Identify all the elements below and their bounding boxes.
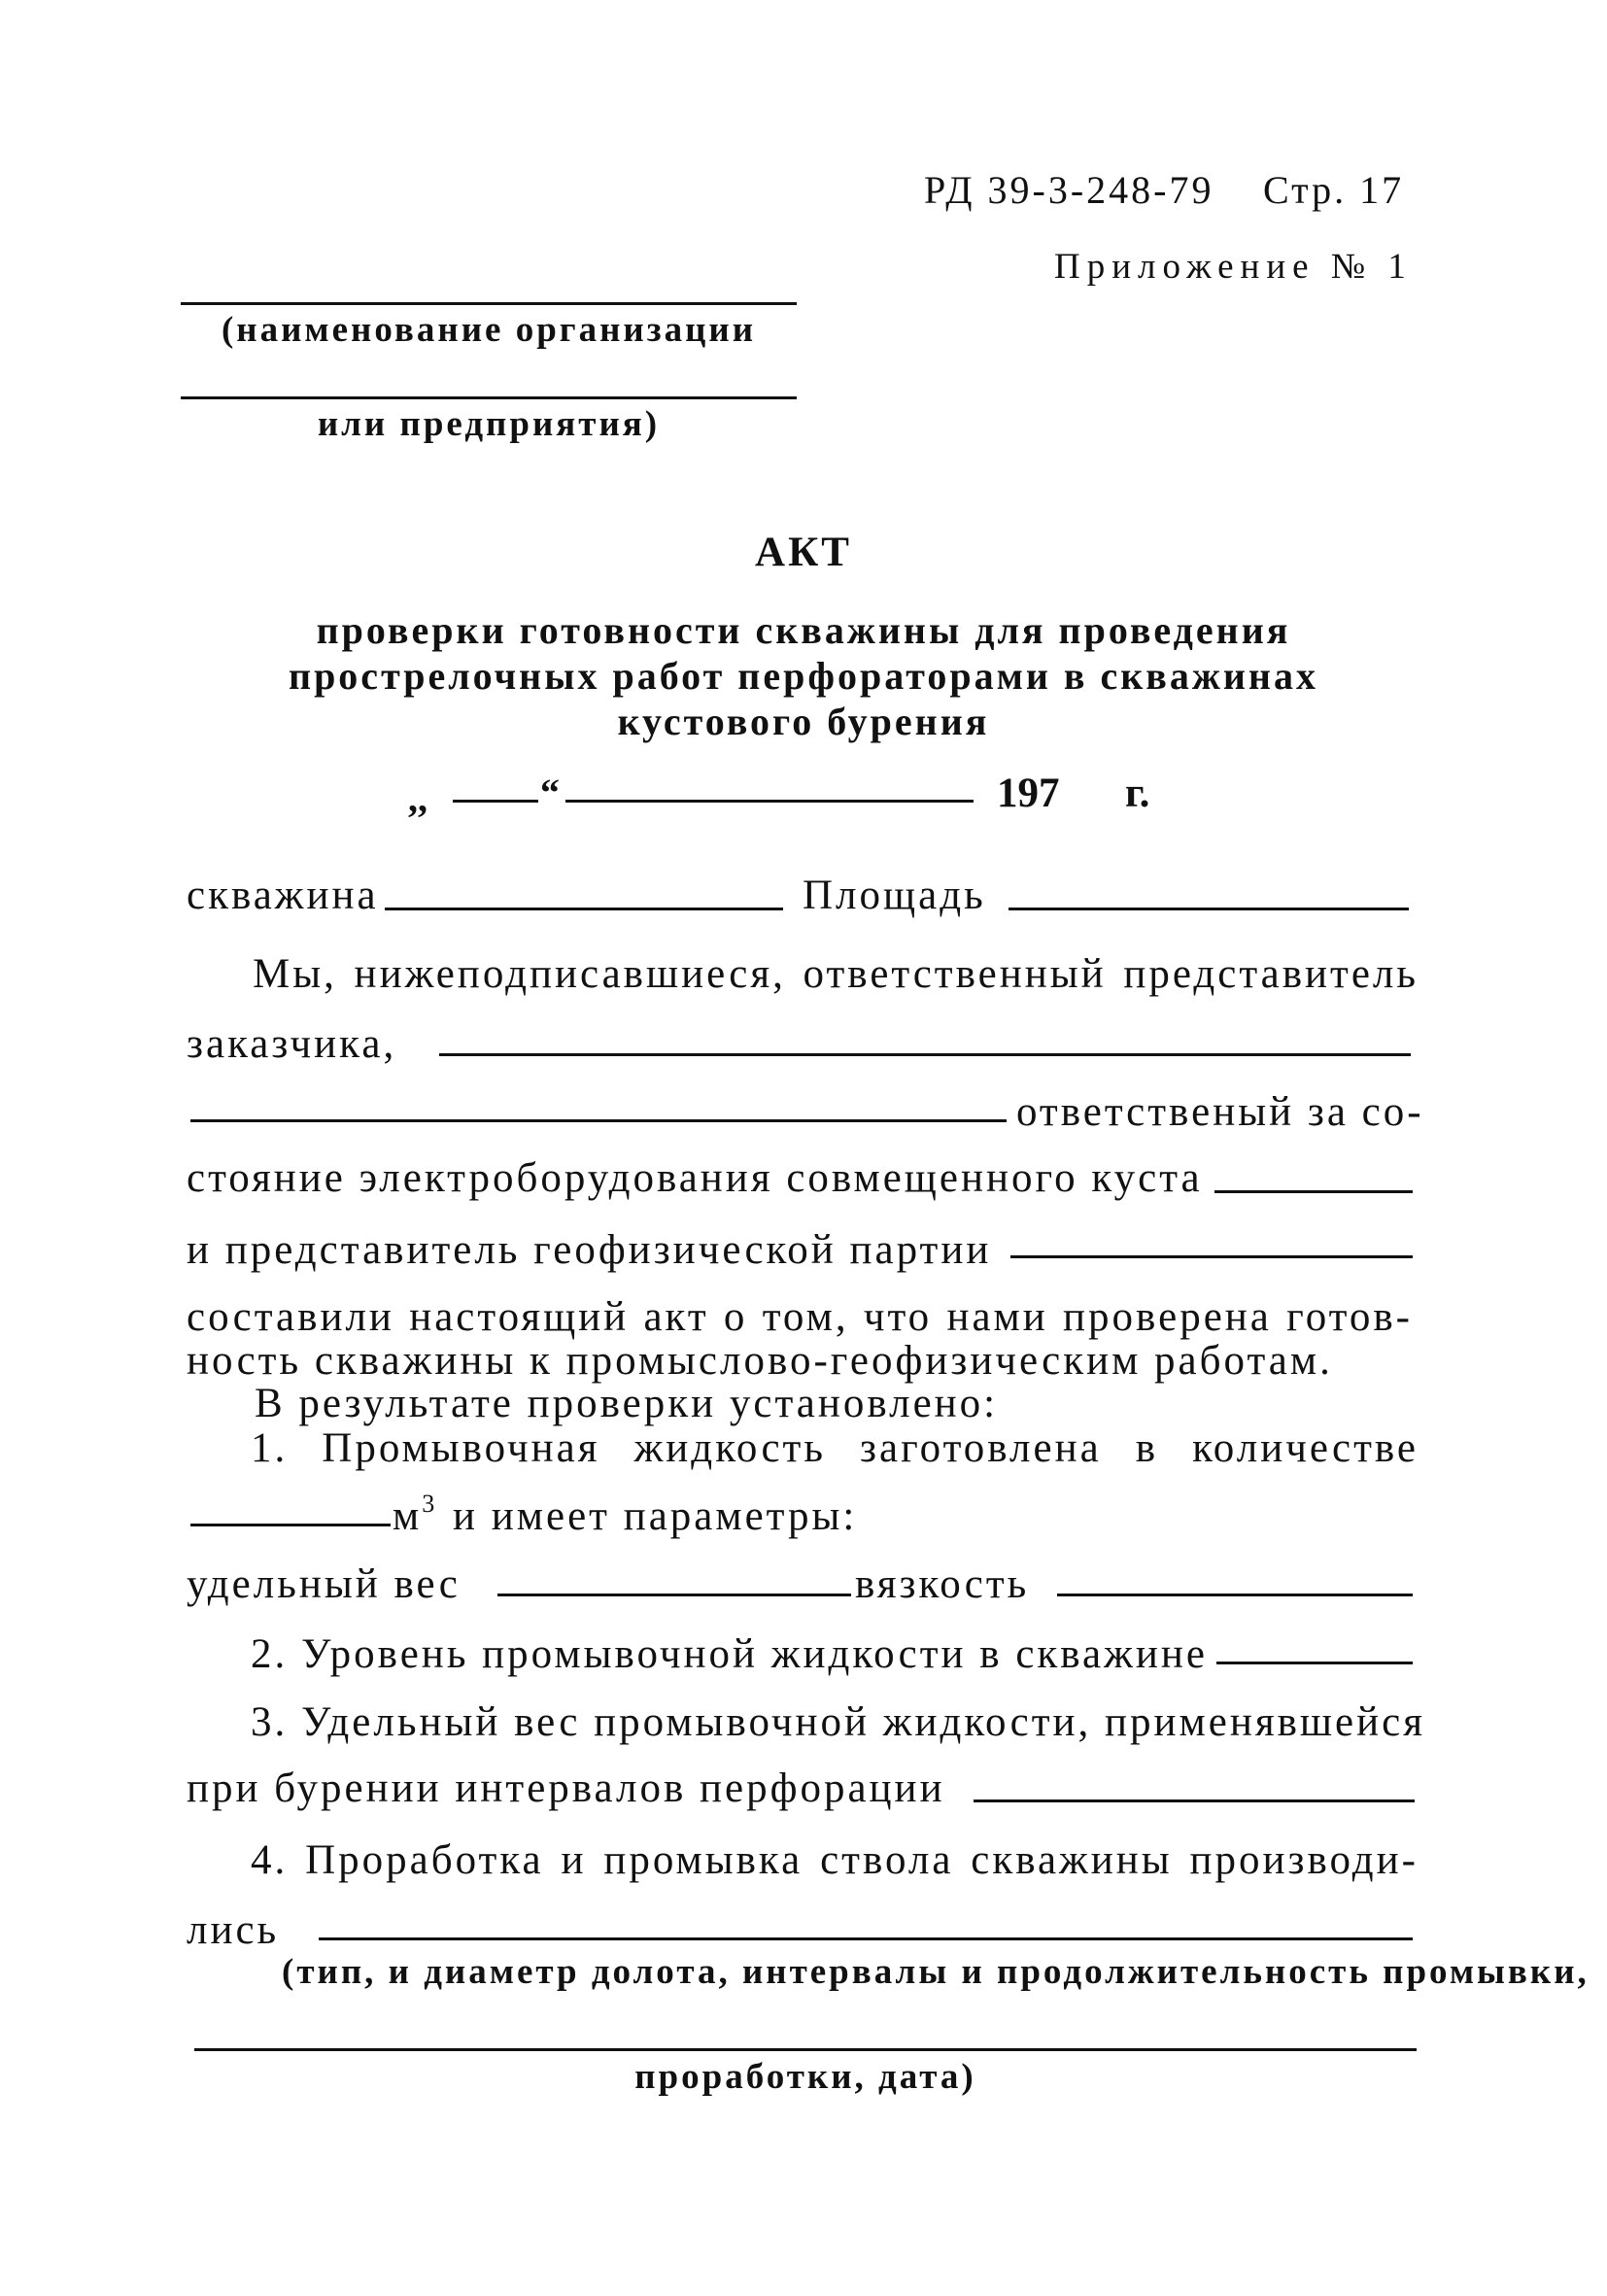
date-open-quote: ,, bbox=[408, 776, 427, 820]
body-line: заказчика, bbox=[187, 1021, 397, 1067]
viscosity-field[interactable] bbox=[1057, 1593, 1413, 1596]
body-line: ность скважины к промыслово-геофизическим работам. bbox=[187, 1338, 1333, 1384]
item-4-line-2: лись bbox=[187, 1907, 280, 1953]
appendix-label: Приложение № 1 bbox=[1054, 247, 1413, 287]
fluid-level-field[interactable] bbox=[1216, 1662, 1413, 1664]
act-title: АКТ bbox=[755, 530, 852, 575]
specific-weight-field[interactable] bbox=[497, 1593, 851, 1596]
reaming-caption: (тип, и диаметр долота, интервалы и продолжительность промывки, bbox=[282, 1952, 1590, 1992]
geophysics-representative-field[interactable] bbox=[1010, 1255, 1413, 1258]
date-day-field[interactable] bbox=[453, 800, 538, 803]
area-label: Площадь bbox=[803, 873, 986, 918]
fluid-volume-field[interactable] bbox=[190, 1524, 391, 1526]
body-line: и представитель геофизической партии bbox=[187, 1227, 992, 1273]
reaming-caption-2: проработки, дата) bbox=[634, 2057, 976, 2097]
unit-m: м bbox=[393, 1493, 423, 1539]
area-field[interactable] bbox=[1009, 908, 1409, 910]
body-line: составили настоящий акт о том, что нами проверена готов- bbox=[187, 1294, 1413, 1340]
item-1-rest: и имеет параметры: bbox=[453, 1493, 858, 1539]
well-field[interactable] bbox=[385, 908, 783, 910]
body-line: В результате проверки установлено: bbox=[255, 1381, 999, 1426]
reaming-details-field[interactable] bbox=[319, 1937, 1413, 1940]
customer-representative-field[interactable] bbox=[439, 1053, 1411, 1056]
item-1-line: 1. Промывочная жидкость заготовлена в количестве bbox=[251, 1425, 1419, 1471]
organization-name-line bbox=[181, 302, 797, 305]
reaming-details-field-2[interactable] bbox=[194, 2048, 1417, 2051]
organization-name-line-2 bbox=[181, 396, 797, 399]
document-code: РД 39-3-248-79 bbox=[924, 168, 1214, 212]
body-line: стояние электроборудования совмещенного куста bbox=[187, 1155, 1203, 1201]
act-subtitle-line-3: кустового бурения bbox=[617, 700, 990, 743]
organization-caption: (наименование организации bbox=[221, 310, 757, 350]
specific-weight-label: удельный вес bbox=[187, 1561, 461, 1607]
cubic-meter-unit bbox=[393, 1492, 437, 1540]
date-year: 197 bbox=[997, 771, 1060, 816]
date-close-quote: “ bbox=[540, 771, 560, 814]
act-subtitle-line-2: прострелочных работ перфораторами в скважинах bbox=[289, 654, 1318, 698]
body-line: Мы, нижеподписавшиеся, ответственный представитель bbox=[253, 951, 1419, 997]
date-year-suffix: г. bbox=[1125, 771, 1150, 816]
drilling-fluid-weight-field[interactable] bbox=[974, 1799, 1415, 1802]
organization-caption-2: или предприятия) bbox=[317, 404, 661, 444]
item-3-line-2: при бурении интервалов перфорации bbox=[187, 1765, 945, 1811]
electrical-representative-field[interactable] bbox=[190, 1119, 1007, 1122]
act-subtitle-line-1: проверки готовности скважины для проведения bbox=[316, 608, 1291, 652]
well-label: скважина bbox=[187, 873, 379, 918]
unit-exponent: 3 bbox=[422, 1490, 438, 1518]
page-number: Стр. 17 bbox=[1263, 168, 1405, 212]
date-month-field[interactable] bbox=[565, 800, 974, 803]
cluster-field[interactable] bbox=[1214, 1190, 1413, 1193]
item-4-line: 4. Проработка и промывка ствола скважины производи- bbox=[251, 1837, 1419, 1883]
item-3-line: 3. Удельный вес промывочной жидкости, применявшейся bbox=[251, 1699, 1425, 1745]
viscosity-label: вязкость bbox=[855, 1561, 1030, 1607]
body-line: ответственый за со- bbox=[1016, 1089, 1424, 1135]
item-2-line: 2. Уровень промывочной жидкости в скважине bbox=[251, 1631, 1208, 1677]
